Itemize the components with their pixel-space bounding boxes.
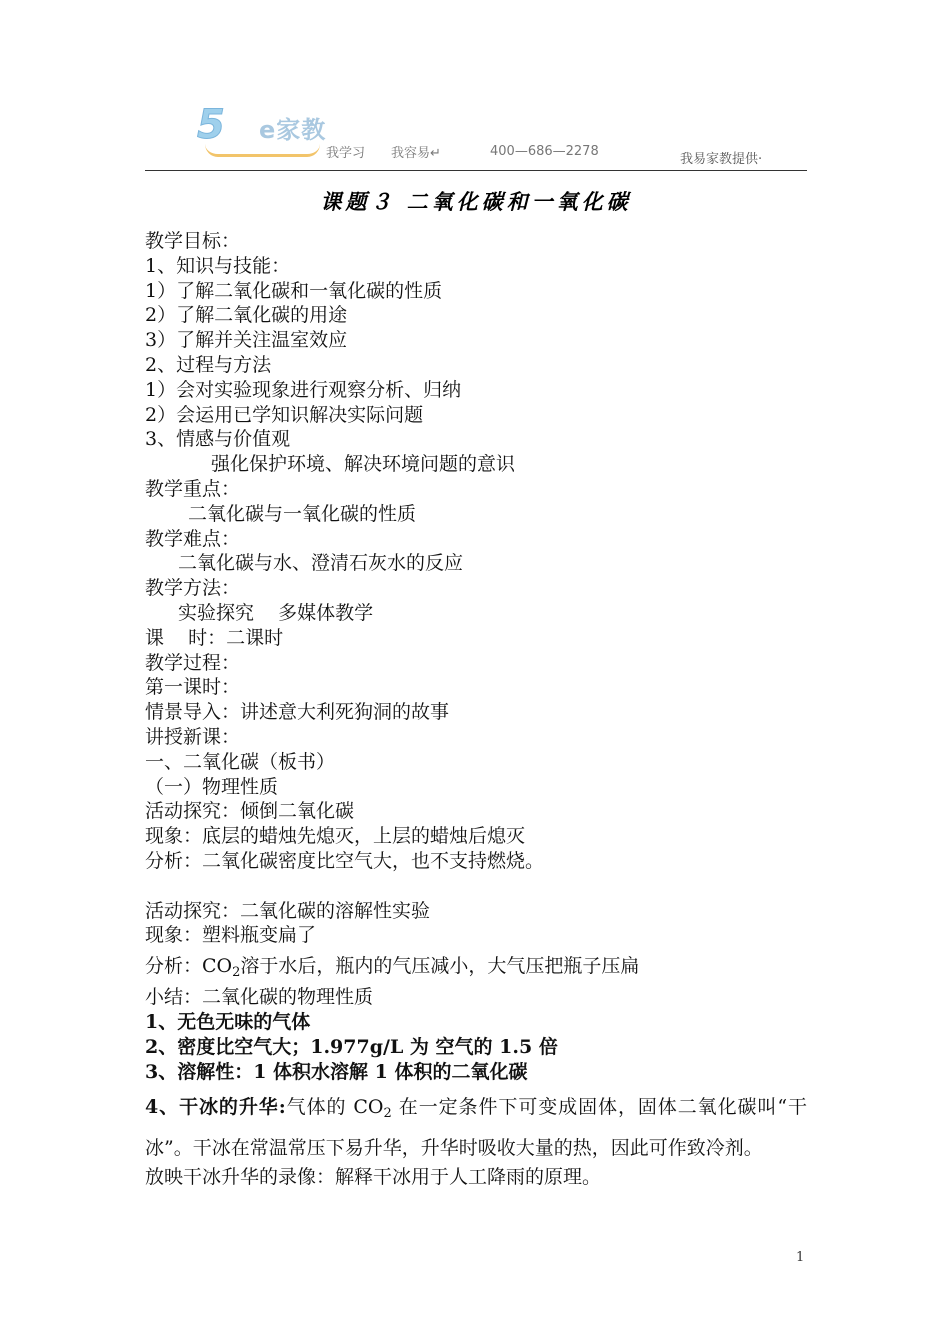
line-section-co2: 一、二氧化碳（板书） [145,750,336,773]
dry-ice-label: 4、干冰的升华: [145,1096,286,1119]
analysis-subscript: 2 [232,965,241,981]
line-key-points-content: 二氧化碳与一氧化碳的性质 [188,502,417,525]
line-physical-properties: （一）物理性质 [145,775,279,798]
line-scenario-intro: 情景导入：讲述意大利死狗洞的故事 [145,701,450,724]
logo-swoosh [205,144,320,157]
property-2: 2、密度比空气大；1.977g/L 为 空气的 1.5 倍 [145,1035,558,1058]
line-teaching-methods: 教学方法： [145,577,241,600]
line-analysis-co2 [145,948,807,985]
line-first-lesson: 第一课时： [145,676,241,699]
line-goal-1-3: 3）了解并关注温室效应 [145,329,348,352]
phone-number: 400—686—2278 [490,144,599,159]
line-analysis-density: 分析：二氧化碳密度比空气大，也不支持燃烧。 [145,849,545,872]
line-knowledge-skills: 1、知识与技能： [145,254,291,277]
dry-ice-subscript: 2 [383,1106,392,1122]
slogan-1: 我学习 [326,146,366,161]
line-goal-2-2: 2）会运用已学知识解决实际问题 [145,403,424,426]
line-activity-solubility: 活动探究：二氧化碳的溶解性实验 [145,899,431,922]
line-dry-ice-video: 放映干冰升华的录像：解释干冰用于人工降雨的原理。 [145,1166,602,1189]
line-teaching-methods-content: 实验探究 多媒体教学 [178,601,374,624]
line-goal-2-1: 1）会对实验现象进行观察分析、归纳 [145,378,462,401]
header-rule [145,170,807,171]
line-goal-1-2: 2）了解二氧化碳的用途 [145,304,348,327]
line-new-lesson: 讲授新课： [145,725,241,748]
property-3: 3、溶解性：1 体积水溶解 1 体积的二氧化碳 [145,1060,528,1083]
document-body [145,229,807,1190]
dry-ice-text-1: 气体的 CO [285,1096,384,1119]
page-number: 1 [796,1250,805,1265]
document-title: 课题３ 二氧化碳和一氧化碳 [320,189,632,214]
blank-line [145,874,807,899]
property-1: 1、无色无味的气体 [145,1010,311,1033]
line-phenomenon-candles: 现象：底层的蜡烛先熄灭，上层的蜡烛后熄灭 [145,825,526,848]
paragraph-dry-ice [145,1090,807,1165]
page-header [145,92,807,172]
analysis-suffix: 溶于水后，瓶内的气压减小，大气压把瓶子压扁 [240,955,640,978]
logo-text: e家教 [259,116,327,144]
analysis-prefix: 分析：CO [145,955,233,978]
line-summary: 小结：二氧化碳的物理性质 [145,986,374,1009]
line-goal-3-1: 强化保护环境、解决环境问题的意识 [211,453,516,476]
line-difficult-points: 教学难点： [145,527,241,550]
line-class-hours: 课 时：二课时 [145,626,284,649]
line-process-methods: 2、过程与方法 [145,353,272,376]
line-emotion-values: 3、情感与价值观 [145,428,291,451]
slogan-2: 我容易↵ [391,146,441,161]
line-difficult-points-content: 二氧化碳与水、澄清石灰水的反应 [178,552,464,575]
line-activity-pour: 活动探究：倾倒二氧化碳 [145,800,355,823]
line-goal-1-1: 1）了解二氧化碳和一氧化碳的性质 [145,279,443,302]
logo-number: 5 [197,102,221,148]
provider-text: 我易家教提供· [680,152,763,167]
line-key-points: 教学重点： [145,477,241,500]
line-phenomenon-bottle: 现象：塑料瓶变扁了 [145,924,317,947]
line-teaching-process: 教学过程： [145,651,241,674]
brand-logo [197,100,327,156]
dry-ice-text-2: 在一定条件下可变成固体，固体二氧化碳叫“干冰”。干冰在常温常压下易升华，升华时吸收大量的热，因此可作致冷剂。 [145,1096,807,1160]
line-teaching-goals: 教学目标： [145,230,241,252]
